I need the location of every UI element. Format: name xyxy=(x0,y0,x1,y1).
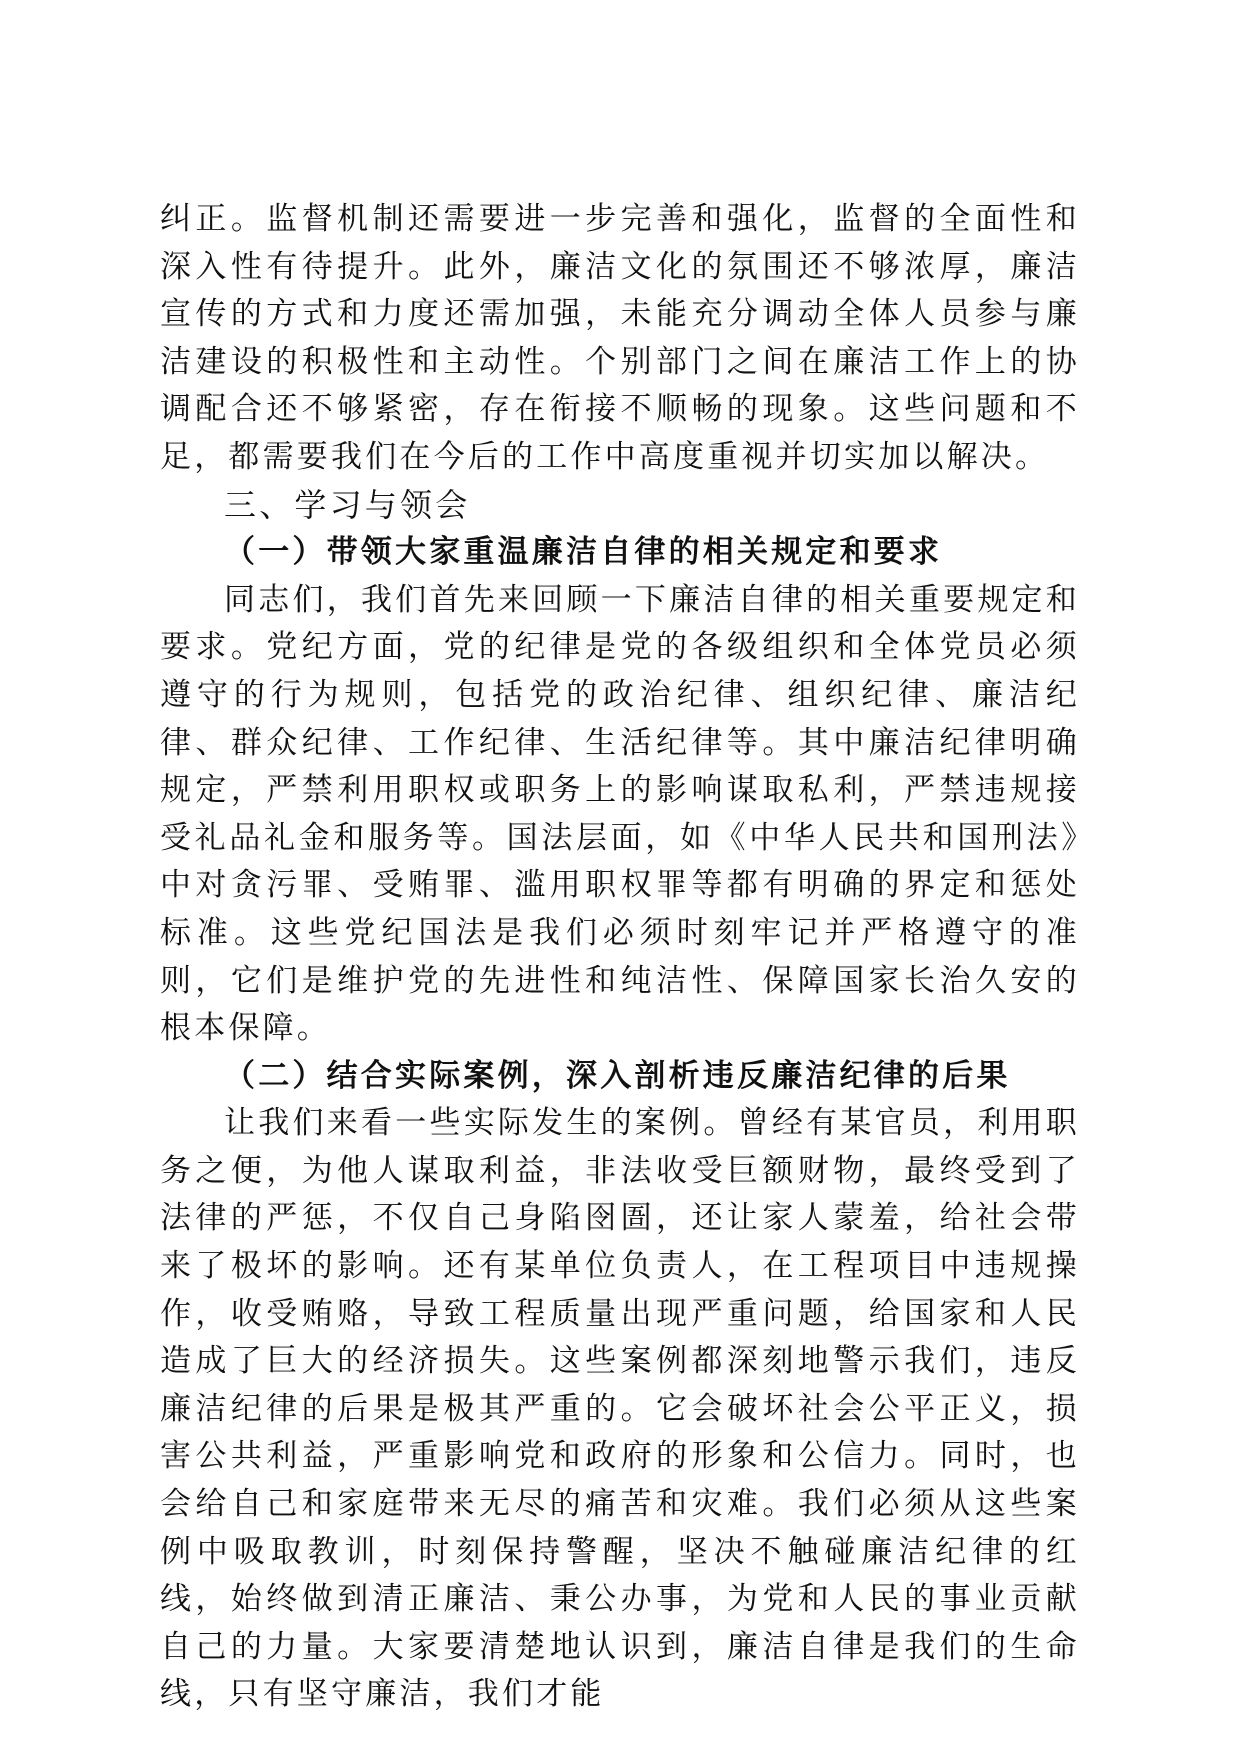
document-page xyxy=(160,196,1080,1719)
paragraph-continued: 纠正。监督机制还需要进一步完善和强化，监督的全面性和深入性有待提升。此外，廉洁文化的氛围还不够浓厚，廉洁宣传的方式和力度还需加强，未能充分调动全体人员参与廉洁建设的积极性和主动性。个别部门之间在廉洁工作上的协调配合还不够紧密，存在衔接不顺畅的现象。这些问题和不足，都需要我们在今后的工作中高度重视并切实加以解决。 xyxy=(160,201,1080,475)
subsection-1-heading: （一）带领大家重温廉洁自律的相关规定和要求 xyxy=(224,534,943,571)
subsection-2-body: 让我们来看一些实际发生的案例。曾经有某官员，利用职务之便，为他人谋取利益，非法收受巨额财物，最终受到了法律的严惩，不仅自己身陷囹圄，还让家人蒙羞，给社会带来了极坏的影响。还有某单位负责人，在工程项目中违规操作，收受贿赂，导致工程质量出现严重问题，给国家和人民造成了巨大的经济损失。这些案例都深刻地警示我们，违反廉洁纪律的后果是极其严重的。它会破坏社会公平正义，损害公共利益，严重影响党和政府的形象和公信力。同时，也会给自己和家庭带来无尽的痛苦和灾难。我们必须从这些案例中吸取教训，时刻保持警醒，坚决不触碰廉洁纪律的红线，始终做到清正廉洁、秉公办事，为党和人民的事业贡献自己的力量。大家要清楚地认识到，廉洁自律是我们的生命线，只有坚守廉洁，我们才能 xyxy=(160,1105,1080,1713)
subsection-2-heading: （二）结合实际案例，深入剖析违反廉洁纪律的后果 xyxy=(224,1057,1011,1094)
section-3-heading: 三、学习与领会 xyxy=(224,485,471,524)
subsection-1-body: 同志们，我们首先来回顾一下廉洁自律的相关重要规定和要求。党纪方面，党的纪律是党的各级组织和全体党员必须遵守的行为规则，包括党的政治纪律、组织纪律、廉洁纪律、群众纪律、工作纪律、生活纪律等。其中廉洁纪律明确规定，严禁利用职权或职务上的影响谋取私利，严禁违规接受礼品礼金和服务等。国法层面，如《中华人民共和国刑法》中对贪污罪、受贿罪、滥用职权罪等都有明确的界定和惩处标准。这些党纪国法是我们必须时刻牢记并严格遵守的准则，它们是维护党的先进性和纯洁性、保障国家长治久安的根本保障。 xyxy=(160,581,1080,1047)
